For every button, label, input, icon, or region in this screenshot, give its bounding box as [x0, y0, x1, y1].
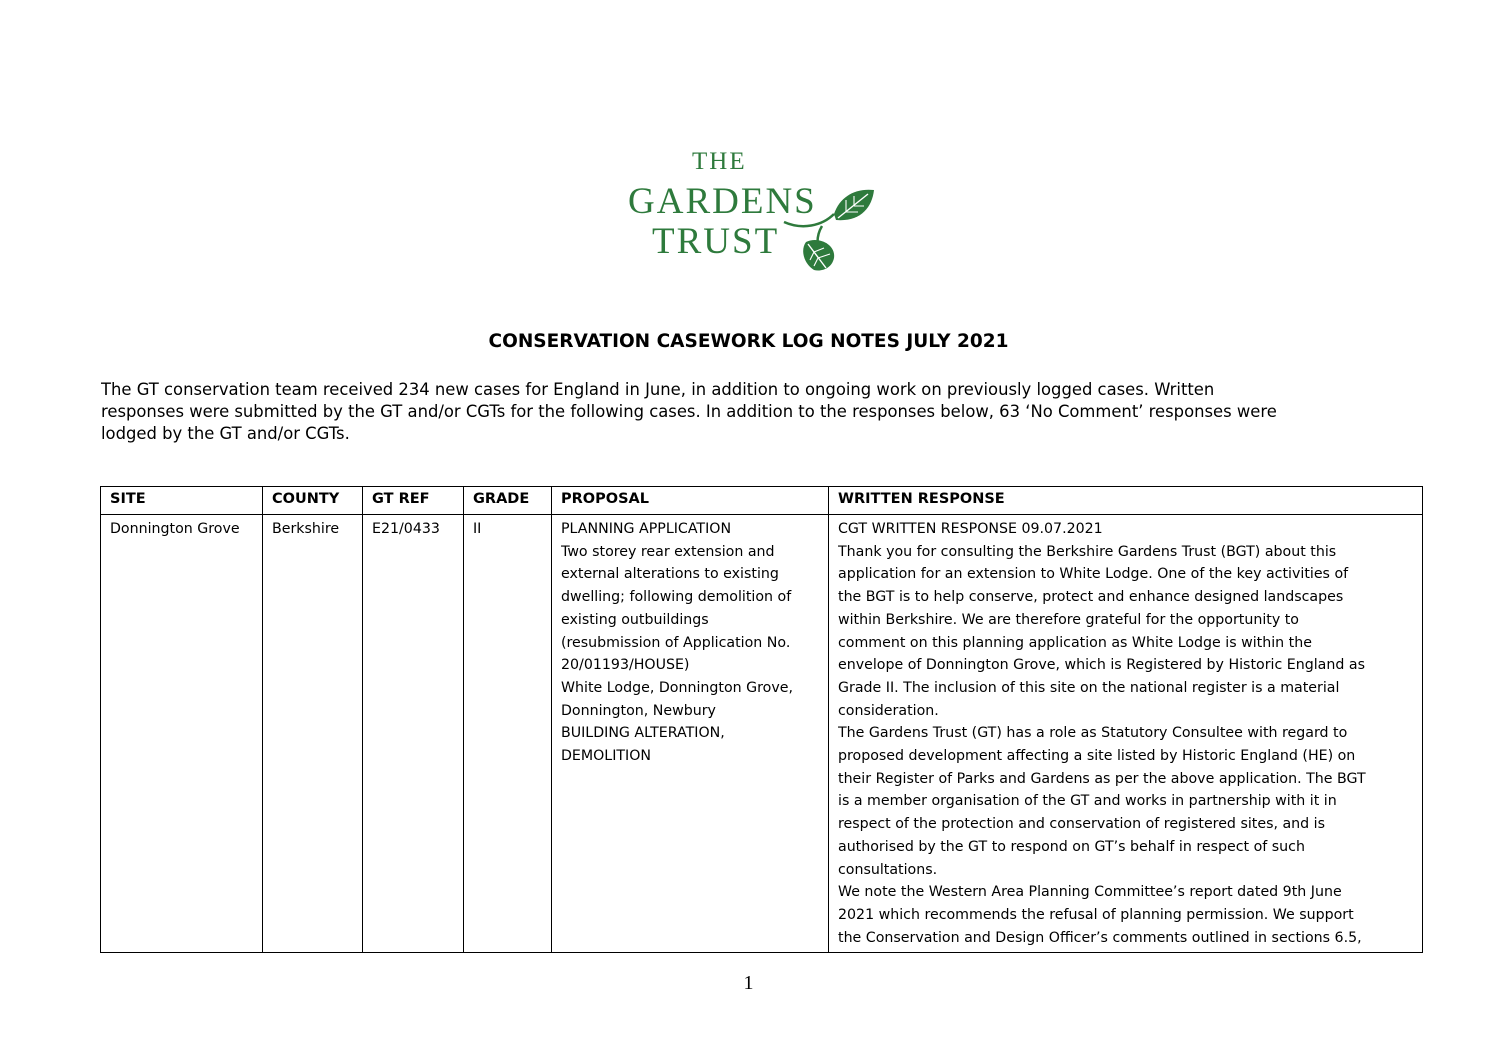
proposal-line: DEMOLITION: [561, 748, 652, 765]
response-line: consultations.: [838, 861, 938, 878]
header-proposal: PROPOSAL: [552, 487, 829, 515]
response-line: 2021 which recommends the refusal of planning permission. We support: [838, 906, 1354, 923]
proposal-line: 20/01193/HOUSE): [561, 657, 690, 674]
response-line: their Register of Parks and Gardens as per the above application. The BGT: [838, 770, 1366, 787]
header-grade: GRADE: [464, 487, 552, 515]
proposal-line: external alterations to existing: [561, 566, 779, 583]
intro-line: lodged by the GT and/or CGTs.: [101, 424, 350, 443]
gardens-trust-logo: [622, 148, 878, 272]
cell-written-response: [829, 515, 1423, 953]
proposal-line: existing outbuildings: [561, 611, 709, 628]
proposal-line: BUILDING ALTERATION,: [561, 725, 725, 742]
casework-table: [100, 486, 1423, 953]
intro-paragraph: [101, 379, 1431, 445]
response-line: within Berkshire. We are therefore grateful for the opportunity to: [838, 611, 1299, 628]
cell-county: Berkshire: [263, 515, 363, 953]
proposal-line: White Lodge, Donnington Grove,: [561, 679, 793, 696]
proposal-line: (resubmission of Application No.: [561, 634, 791, 651]
cell-gt-ref: E21/0433: [363, 515, 464, 953]
response-line: application for an extension to White Lodge. One of the key activities of: [838, 566, 1349, 583]
response-line: is a member organisation of the GT and works in partnership with it in: [838, 793, 1337, 810]
response-line: proposed development affecting a site listed by Historic England (HE) on: [838, 748, 1356, 765]
header-county: COUNTY: [263, 487, 363, 515]
table-header-row: [101, 487, 1423, 515]
response-line: comment on this planning application as White Lodge is within the: [838, 634, 1312, 651]
response-line: the Conservation and Design Officer’s comments outlined in sections 6.5,: [838, 929, 1362, 946]
cell-grade: II: [464, 515, 552, 953]
logo-text-gardens: GARDENS: [628, 181, 817, 222]
response-line: authorised by the GT to respond on GT’s behalf in respect of such: [838, 838, 1305, 855]
cell-proposal: [552, 515, 829, 953]
header-written-response: WRITTEN RESPONSE: [829, 487, 1423, 515]
response-line: envelope of Donnington Grove, which is Registered by Historic England as: [838, 657, 1365, 674]
document-title: CONSERVATION CASEWORK LOG NOTES JULY 2021: [488, 331, 1009, 352]
page-number: 1: [743, 972, 754, 994]
header-site: SITE: [101, 487, 263, 515]
response-line: respect of the protection and conservation of registered sites, and is: [838, 816, 1326, 833]
response-line: We note the Western Area Planning Committee’s report dated 9th June: [838, 884, 1342, 901]
cell-site: Donnington Grove: [101, 515, 263, 953]
intro-line: The GT conservation team received 234 new cases for England in June, in addition to ongoing work on previously logged cases. Written: [101, 380, 1215, 399]
response-line: Thank you for consulting the Berkshire Gardens Trust (BGT) about this: [838, 543, 1337, 560]
response-line: Grade II. The inclusion of this site on the national register is a material: [838, 679, 1340, 696]
logo-text-trust: TRUST: [652, 221, 780, 262]
proposal-line: dwelling; following demolition of: [561, 589, 792, 606]
proposal-line: Donnington, Newbury: [561, 702, 716, 719]
response-line: consideration.: [838, 702, 939, 719]
proposal-line: PLANNING APPLICATION: [561, 521, 732, 537]
response-line: The Gardens Trust (GT) has a role as Statutory Consultee with regard to: [838, 725, 1348, 742]
proposal-line: Two storey rear extension and: [561, 543, 775, 560]
leaf-icon: [782, 178, 878, 272]
response-line: CGT WRITTEN RESPONSE 09.07.2021: [838, 521, 1103, 537]
table-row: [101, 515, 1423, 953]
logo-text-the: THE: [692, 148, 747, 175]
intro-line: responses were submitted by the GT and/or CGTs for the following cases. In addition to the responses below, 63 ‘No Comment’ responses were: [101, 402, 1277, 421]
response-line: the BGT is to help conserve, protect and enhance designed landscapes: [838, 589, 1344, 606]
header-gt-ref: GT REF: [363, 487, 464, 515]
